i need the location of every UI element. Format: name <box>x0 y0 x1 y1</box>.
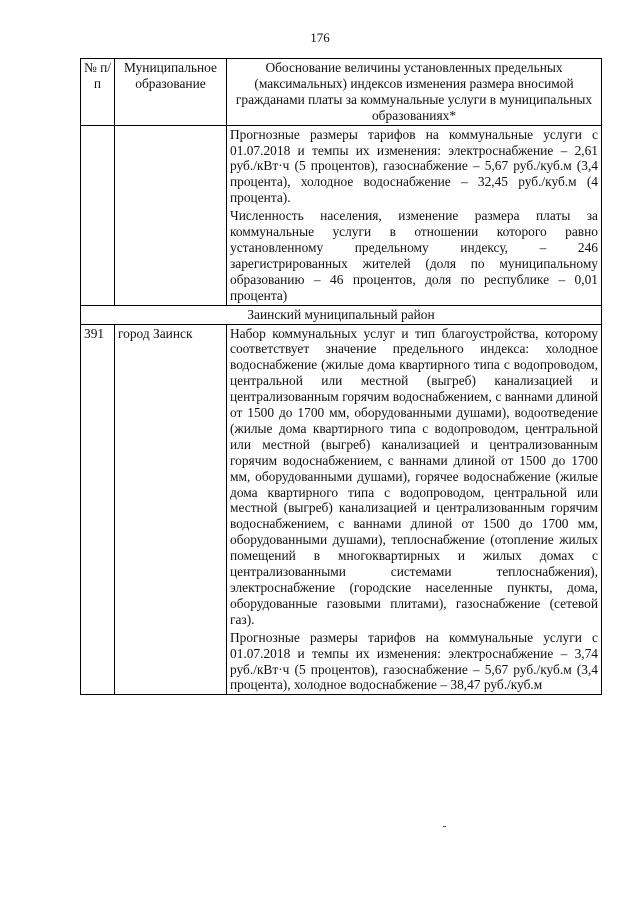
paragraph-population: Численность населения, изменение размера платы за коммунальные услуги в отношении которого равно установленному предельному индексу, – 246 зарегистрированных жителей (доля по муниципальному образованию – 46 процентов, доля по республике – 0,01 процента) <box>230 208 598 303</box>
section-row <box>81 305 602 324</box>
indices-table <box>80 58 602 695</box>
paragraph-tariffs: Прогнозные размеры тарифов на коммунальные услуги с 01.07.2018 и темпы их изменения: электроснабжение – 2,61 руб./кВт·ч (5 процентов), газоснабжение – 5,67 руб./куб.м (3,4 процента), холодное водоснабжение – 32,45 руб./куб.м (4 процента). <box>230 126 598 206</box>
header-num: № п/п <box>81 59 115 126</box>
cell-justification-continued <box>227 125 602 305</box>
header-justification: Обоснование величины установленных предельных (максимальных) индексов изменения размера вносимой гражданами платы за коммунальные услуги в муниципальных образованиях* <box>227 59 602 126</box>
paragraph-services: Набор коммунальных услуг и тип благоустройства, которому соответствует значение предельного индекса: холодное водоснабжение (жилые дома квартирного типа с водопроводом, центральной или местной (выгреб) канализацией и централизованным горячим водоснабжением, с ваннами длиной от 1500 до 1700 мм, оборудованными душами), водоотведение (жилые дома квартирного типа с водопроводом, центральной или местной (выгреб) канализацией и централизованным горячим водоснабжением, с ваннами длиной от 1500 до 1700 мм, оборудованными душами), горячее водоснабжение (жилые дома квартирного типа с водопроводом, центральной или местной (выгреб) канализацией и централизованным горячим водоснабжением, с ваннами длиной от 1500 до 1700 мм, оборудованными душами), теплоснабжение (отопление жилых помещений в многоквартирных и жилых домах с централизованными системами теплоснабжения), электроснабжение (городские населенные пункты, дома, оборудованные газовыми плитами), газоснабжение (сетевой газ). <box>230 325 598 627</box>
cell-municipality-empty <box>115 125 227 305</box>
cell-municipality: город Заинск <box>115 324 227 695</box>
cell-justification <box>227 324 602 695</box>
table-row-391 <box>81 324 602 695</box>
table-header-row <box>81 59 602 126</box>
table-row-continued <box>81 125 602 305</box>
page-number: 176 <box>310 30 330 45</box>
scan-speck <box>443 826 446 827</box>
section-title: Заинский муниципальный район <box>81 305 602 324</box>
header-municipality: Муниципальное образование <box>115 59 227 126</box>
paragraph-tariffs: Прогнозные размеры тарифов на коммунальные услуги с 01.07.2018 и темпы их изменения: электроснабжение – 3,74 руб./кВт·ч (5 процентов), газоснабжение – 5,67 руб./куб.м (3,4 процента), холодное водоснабжение – 38,47 руб./куб.м <box>230 629 598 693</box>
cell-num: 391 <box>81 324 115 695</box>
cell-num-empty <box>81 125 115 305</box>
